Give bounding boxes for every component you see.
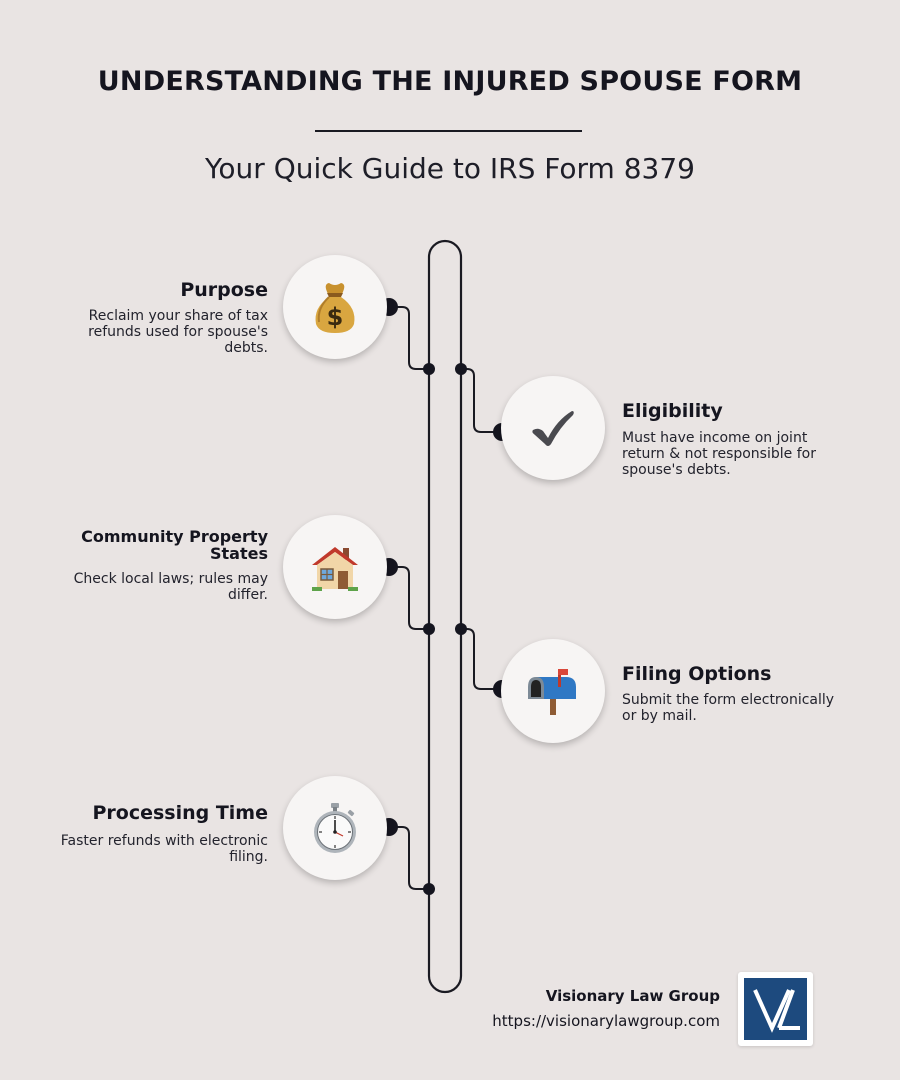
connector-filing <box>461 629 502 689</box>
filing-title: Filing Options <box>622 663 772 685</box>
page-subtitle: Your Quick Guide to IRS Form 8379 <box>205 152 695 185</box>
track-dot-community <box>423 623 435 635</box>
purpose-description: Reclaim your share of tax refunds used for spouse's debts. <box>88 308 268 357</box>
track-dot-eligibility <box>455 363 467 375</box>
track-dot-purpose <box>423 363 435 375</box>
community-title: Community Property States <box>81 527 268 563</box>
connector-community <box>389 567 429 629</box>
brand-name: Visionary Law Group <box>545 987 720 1005</box>
community-description: Check local laws; rules may differ. <box>73 571 268 604</box>
processing-title: Processing Time <box>92 802 268 824</box>
eligibility-title: Eligibility <box>622 400 723 422</box>
vl-logo-icon <box>738 972 813 1046</box>
processing-description: Faster refunds with electronic filing. <box>60 833 268 866</box>
eligibility-icon-circle <box>501 376 605 480</box>
timeline-pill <box>429 241 461 992</box>
house-icon <box>310 543 360 591</box>
eligibility-description: Must have income on joint return & not responsible for spouse's debts. <box>622 430 816 479</box>
checkmark-icon <box>529 408 577 448</box>
brand-logo <box>738 972 813 1046</box>
svg-text:$: $ <box>326 303 344 331</box>
processing-icon-circle <box>283 776 387 880</box>
mailbox-icon <box>528 667 578 715</box>
track-dot-filing <box>455 623 467 635</box>
filing-description: Submit the form electronically or by mail. <box>622 692 835 725</box>
brand-url[interactable]: https://visionarylawgroup.com <box>492 1012 720 1030</box>
page-title: UNDERSTANDING THE INJURED SPOUSE FORM <box>97 66 803 97</box>
filing-icon-circle <box>501 639 605 743</box>
track-dot-processing <box>423 883 435 895</box>
purpose-icon-circle <box>283 255 387 359</box>
purpose-title: Purpose <box>180 279 268 301</box>
community-icon-circle <box>283 515 387 619</box>
money-bag-icon <box>311 280 359 334</box>
connector-purpose <box>389 307 429 369</box>
stopwatch-icon <box>311 802 359 854</box>
connector-processing <box>389 827 429 889</box>
connector-eligibility <box>461 369 502 432</box>
